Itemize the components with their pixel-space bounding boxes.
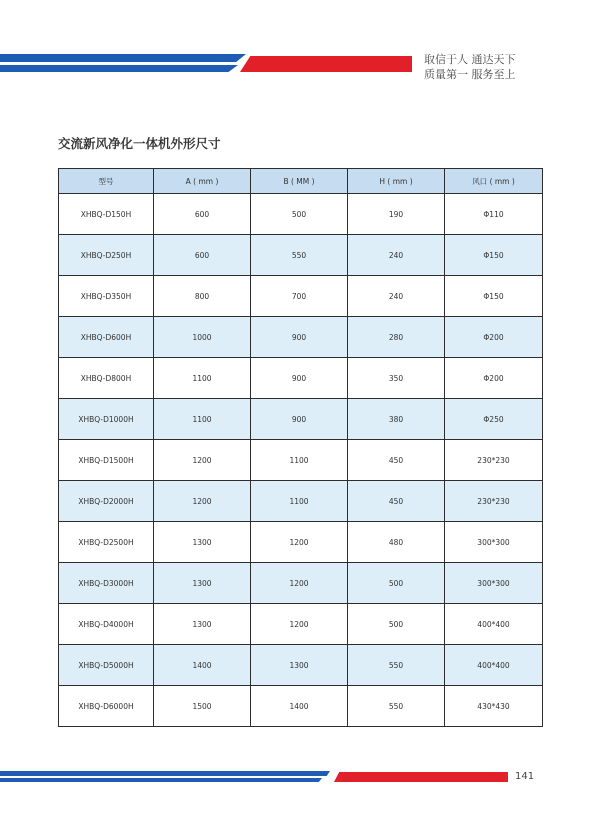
cell-a: 1100 (154, 358, 251, 399)
slogan-line-1: 取信于人 通达天下 (424, 53, 516, 66)
cell-b: 700 (251, 276, 348, 317)
column-header-outlet: 风口 ( mm ) (445, 169, 543, 194)
cell-b: 1200 (251, 604, 348, 645)
cell-b: 1200 (251, 563, 348, 604)
cell-b: 900 (251, 399, 348, 440)
cell-a: 600 (154, 235, 251, 276)
column-header-h: H ( mm ) (348, 169, 445, 194)
cell-h: 450 (348, 440, 445, 481)
cell-b: 1200 (251, 522, 348, 563)
cell-model: XHBQ-D150H (59, 194, 154, 235)
cell-outlet: Φ250 (445, 399, 543, 440)
cell-h: 500 (348, 563, 445, 604)
header-blue-stripe-bottom (0, 65, 238, 72)
cell-model: XHBQ-D6000H (59, 686, 154, 727)
cell-a: 1000 (154, 317, 251, 358)
dimension-table (58, 168, 543, 727)
table-body (59, 194, 543, 727)
cell-h: 550 (348, 686, 445, 727)
column-header-a: A ( mm ) (154, 169, 251, 194)
cell-h: 450 (348, 481, 445, 522)
cell-a: 1500 (154, 686, 251, 727)
cell-a: 1200 (154, 481, 251, 522)
table-row (59, 276, 543, 317)
cell-outlet: Φ200 (445, 317, 543, 358)
cell-a: 1200 (154, 440, 251, 481)
table-row (59, 440, 543, 481)
cell-a: 1400 (154, 645, 251, 686)
cell-outlet: 400*400 (445, 604, 543, 645)
cell-outlet: 300*300 (445, 522, 543, 563)
cell-b: 1400 (251, 686, 348, 727)
cell-h: 500 (348, 604, 445, 645)
cell-a: 1300 (154, 522, 251, 563)
table-row (59, 563, 543, 604)
cell-outlet: 430*430 (445, 686, 543, 727)
cell-outlet: 300*300 (445, 563, 543, 604)
cell-a: 1100 (154, 399, 251, 440)
header-blue-stripe-top (0, 54, 246, 62)
column-header-model: 型号 (59, 169, 154, 194)
cell-outlet: 230*230 (445, 481, 543, 522)
cell-b: 550 (251, 235, 348, 276)
cell-a: 1300 (154, 604, 251, 645)
cell-outlet: Φ110 (445, 194, 543, 235)
table-row (59, 358, 543, 399)
table-row (59, 235, 543, 276)
cell-model: XHBQ-D2000H (59, 481, 154, 522)
cell-model: XHBQ-D600H (59, 317, 154, 358)
cell-a: 600 (154, 194, 251, 235)
header-red-stripe (240, 56, 412, 72)
cell-b: 1100 (251, 440, 348, 481)
cell-b: 1300 (251, 645, 348, 686)
cell-a: 1300 (154, 563, 251, 604)
cell-outlet: Φ200 (445, 358, 543, 399)
table-row (59, 522, 543, 563)
table-row (59, 317, 543, 358)
column-header-b: B ( MM ) (251, 169, 348, 194)
slogan-line-2: 质量第一 服务至上 (424, 68, 516, 81)
cell-b: 1100 (251, 481, 348, 522)
cell-h: 380 (348, 399, 445, 440)
cell-h: 190 (348, 194, 445, 235)
page-title: 交流新风净化一体机外形尺寸 (58, 136, 221, 151)
cell-outlet: 400*400 (445, 645, 543, 686)
cell-model: XHBQ-D250H (59, 235, 154, 276)
cell-model: XHBQ-D1000H (59, 399, 154, 440)
page-number: 141 (515, 771, 535, 782)
cell-h: 550 (348, 645, 445, 686)
cell-b: 500 (251, 194, 348, 235)
cell-h: 480 (348, 522, 445, 563)
cell-h: 350 (348, 358, 445, 399)
cell-model: XHBQ-D3000H (59, 563, 154, 604)
cell-h: 240 (348, 235, 445, 276)
cell-model: XHBQ-D350H (59, 276, 154, 317)
table-row (59, 645, 543, 686)
footer-blue-stripe-top (0, 771, 330, 776)
cell-outlet: 230*230 (445, 440, 543, 481)
cell-outlet: Φ150 (445, 235, 543, 276)
cell-model: XHBQ-D4000H (59, 604, 154, 645)
cell-b: 900 (251, 358, 348, 399)
cell-model: XHBQ-D800H (59, 358, 154, 399)
footer-red-stripe (334, 772, 508, 782)
cell-a: 800 (154, 276, 251, 317)
table-header-row (59, 169, 543, 194)
table-row (59, 604, 543, 645)
table-row (59, 194, 543, 235)
cell-outlet: Φ150 (445, 276, 543, 317)
cell-model: XHBQ-D1500H (59, 440, 154, 481)
table-row (59, 481, 543, 522)
table-row (59, 686, 543, 727)
header-slogan (424, 52, 516, 82)
cell-model: XHBQ-D5000H (59, 645, 154, 686)
cell-h: 240 (348, 276, 445, 317)
cell-model: XHBQ-D2500H (59, 522, 154, 563)
footer-blue-stripe-bottom (0, 778, 322, 782)
table-row (59, 399, 543, 440)
cell-b: 900 (251, 317, 348, 358)
cell-h: 280 (348, 317, 445, 358)
